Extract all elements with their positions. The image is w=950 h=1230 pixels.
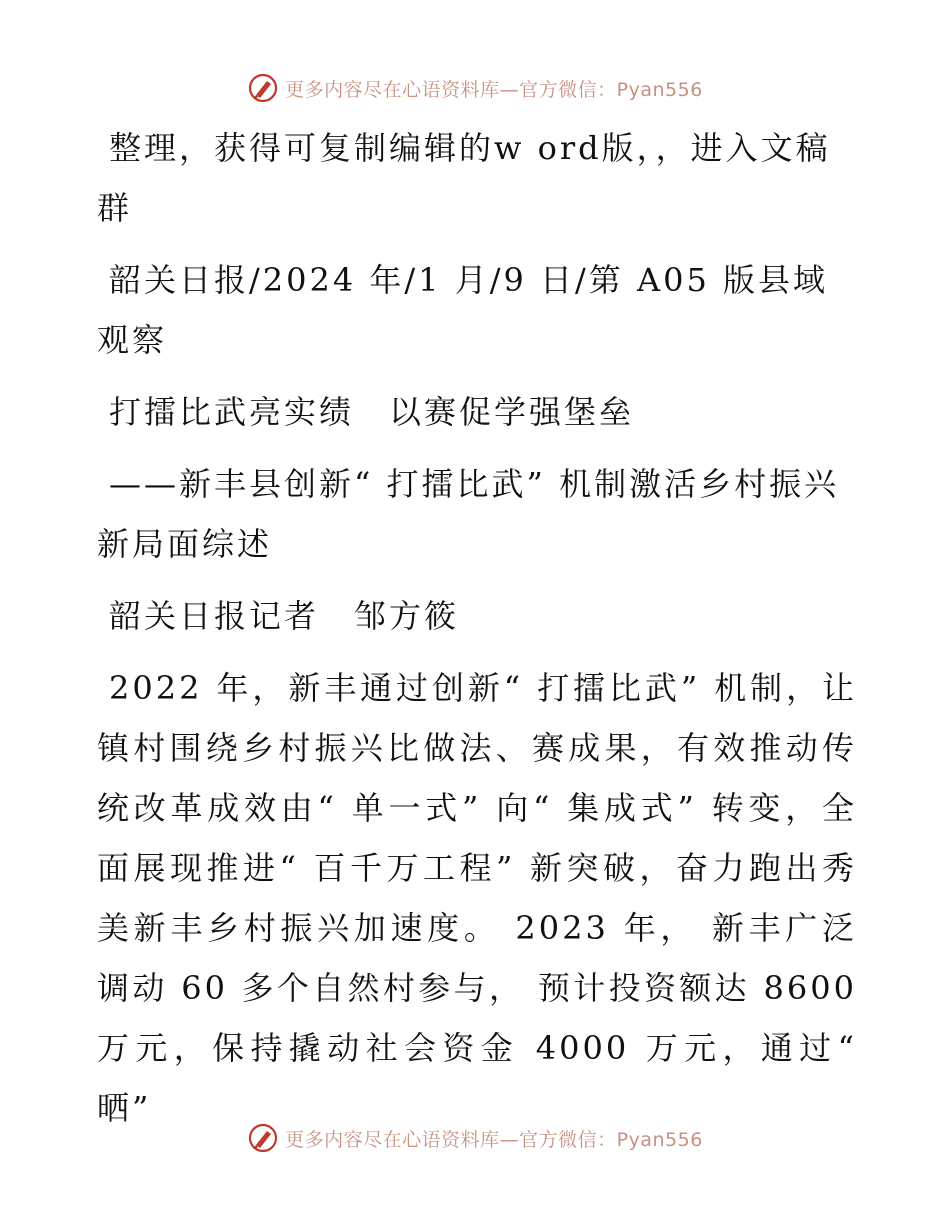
article-subtitle: ——新丰县创新“ 打擂比武” 机制激活乡村振兴新局面综述 [97, 465, 840, 563]
note-paragraph: 整理，获得可复制编辑的w ord版，，进入文稿群 [97, 129, 831, 227]
source-line: 韶关日报/2024 年/1 月/9 日/第 A05 版县域观察 [97, 261, 828, 359]
document-body [97, 118, 857, 1138]
byline: 韶关日报记者 邹方筱 [109, 597, 460, 635]
body-paragraph: 2022 年，新丰通过创新“ 打擂比武” 机制，让镇村围绕乡村振兴比做法、赛成果，有效推动传统改革成效由“ 单一式” 向“ 集成式” 转变，全面展现推进“ 百千万工程” 新突破，奋力跑出秀美新丰乡村振兴加速度。 2023 年， 新丰广泛调动 60 多个自然村参与， 预计投资额达 8600 万元，保持撬动社会资金 4000 万元，通过“ 晒” [97, 669, 857, 1127]
pen-nib-logo-icon [247, 1122, 279, 1154]
header-watermark [0, 68, 950, 108]
pen-nib-logo-icon [247, 72, 279, 104]
footer-watermark [0, 1118, 950, 1158]
article-title: 打擂比武亮实绩 以赛促学强堡垒 [109, 393, 635, 431]
watermark-text: 更多内容尽在心语资料库—官方微信：Pyan556 [285, 1128, 703, 1151]
watermark-text: 更多内容尽在心语资料库—官方微信：Pyan556 [285, 78, 703, 101]
